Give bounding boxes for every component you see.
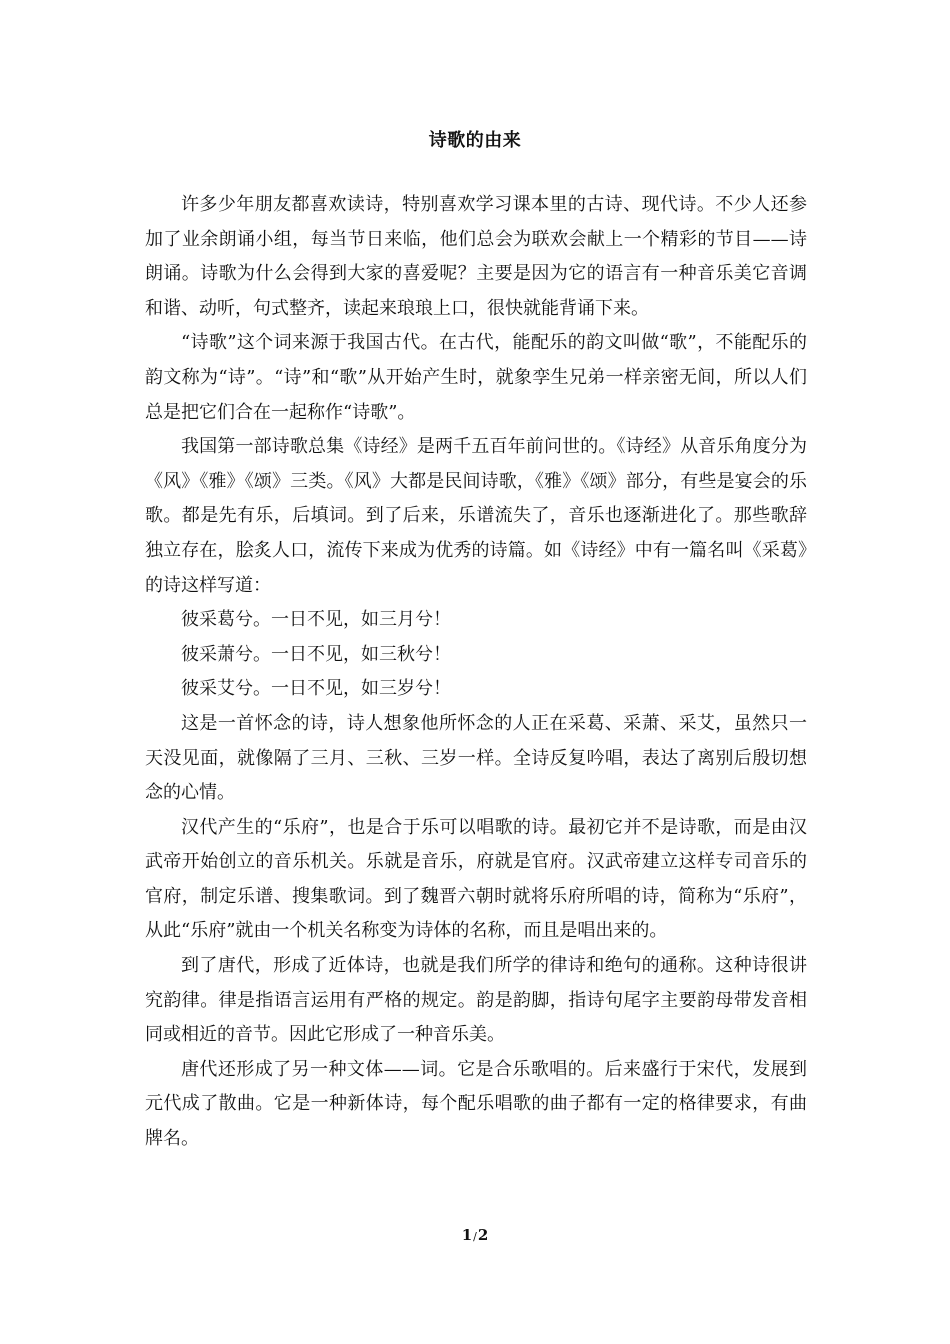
paragraph-yuefu: 汉代产生的“乐府”，也是合于乐可以唱歌的诗。最初它并不是诗歌，而是由汉武帝开始创立的音乐机关。乐就是音乐，府就是官府。汉武帝建立这样专司音乐的官府，制定乐谱、搜集歌词。到了魏晋六朝时就将乐府所唱的诗，简称为“乐府”，从此“乐府”就由一个机关名称变为诗体的名称，而且是唱出来的。 [145,816,807,942]
verse-line: 彼采艾兮。一日不见，如三岁兮！ [181,678,451,700]
page-number [0,1226,950,1244]
page-separator: / [473,1230,477,1243]
paragraph-intro: 许多少年朋友都喜欢读诗，特别喜欢学习课本里的古诗、现代诗。不少人还参加了业余朗诵小组，每当节日来临，他们总会为联欢会献上一个精彩的节目——诗朗诵。诗歌为什么会得到大家的喜爱呢？主要是因为它的语言有一种音乐美它音调和谐、动听，句式整齐，读起来琅琅上口，很快就能背诵下来。 [145,194,807,319]
document-title: 诗歌的由来 [428,130,522,151]
verse-line: 彼采萧兮。一日不见，如三秋兮！ [181,643,451,665]
paragraph-tang-poetry: 到了唐代，形成了近体诗，也就是我们所学的律诗和绝句的通称。这种诗很讲究韵律。律是指语言运用有严格的规定。韵是韵脚，指诗句尾字主要韵母带发音相同或相近的音节。因此它形成了一种音乐美。 [145,955,807,1046]
paragraph-origin: “诗歌”这个词来源于我国古代。在古代，能配乐的韵文叫做“歌”，不能配乐的韵文称为“诗”。“诗”和“歌”从开始产生时，就象孪生兄弟一样亲密无间，所以人们总是把它们合在一起称作“诗歌”。 [145,332,807,423]
total-pages-number: 2 [477,1226,489,1244]
paragraph-verse-explanation: 这是一首怀念的诗，诗人想象他所怀念的人正在采葛、采萧、采艾，虽然只一天没见面，就像隔了三月、三秋、三岁一样。全诗反复吟唱，表达了离别后殷切想念的心情。 [145,712,807,804]
document-body [145,188,807,1157]
paragraph-shijing: 我国第一部诗歌总集《诗经》是两千五百年前问世的。《诗经》从音乐角度分为《风》《雅》《颂》三类。《风》大都是民间诗歌，《雅》《颂》部分，有些是宴会的乐歌。都是先有乐，后填词。到了后来，乐谱流失了，音乐也逐渐进化了。那些歌辞独立存在，脍炙人口，流传下来成为优秀的诗篇。如《诗经》中有一篇名叫《采葛》的诗这样写道： [145,436,807,596]
paragraph-ci: 唐代还形成了另一种文体——词。它是合乐歌唱的。后来盛行于宋代，发展到元代成了散曲。它是一种新体诗，每个配乐唱歌的曲子都有一定的格律要求，有曲牌名。 [145,1058,807,1150]
current-page-number: 1 [461,1226,473,1244]
verse-line: 彼采葛兮。一日不见，如三月兮！ [181,609,451,631]
